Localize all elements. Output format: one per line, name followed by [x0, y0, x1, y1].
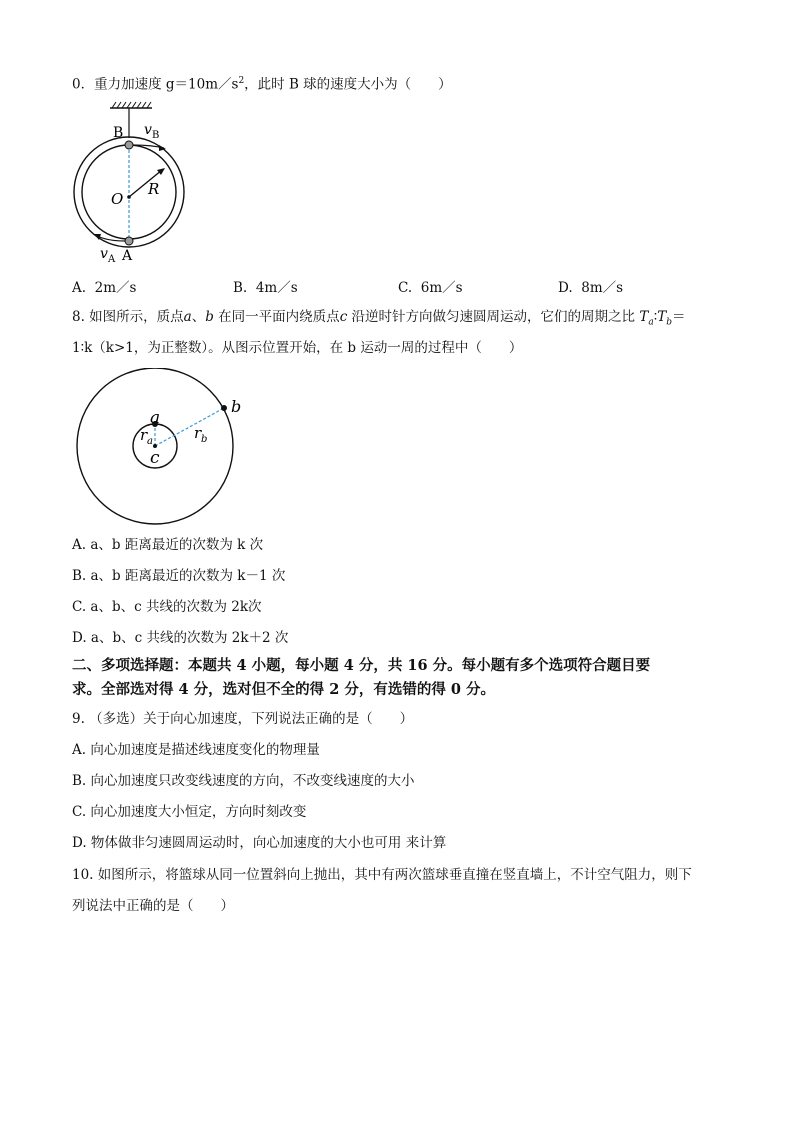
q7-label-vB-sub: B	[152, 130, 160, 141]
q7-label-vB: v	[144, 122, 152, 138]
q8-label-ra: r	[140, 426, 148, 444]
q8-label-rb-sub: b	[201, 434, 208, 445]
q8-label-a: a	[150, 408, 161, 428]
q9-option-d[interactable]: D. 物体做非匀速圆周运动时，向心加速度的大小也可用 来计算	[72, 835, 447, 851]
q7-option-d[interactable]: D. 8m／s	[558, 280, 624, 296]
q7-option-a[interactable]: A. 2m／s	[72, 280, 137, 296]
q7-ring-figure	[66, 100, 196, 270]
q8-label-c: c	[150, 448, 160, 468]
q8-option-d[interactable]: D. a、b、c 共线的次数为 2k＋2 次	[72, 630, 289, 646]
q8-stem-line2: 1∶k（k>1，为正整数）。从图示位置开始，在 b 运动一周的过程中（ ）	[72, 340, 523, 356]
q8-option-b[interactable]: B. a、b 距离最近的次数为 k－1 次	[72, 568, 286, 584]
q9-option-c[interactable]: C. 向心加速度大小恒定，方向时刻改变	[72, 804, 307, 820]
q7-option-b[interactable]: B. 4m／s	[233, 280, 298, 296]
q8-option-a[interactable]: A. a、b 距离最近的次数为 k 次	[72, 537, 264, 553]
section2-heading-line2: 求。全部选对得 4 分，选对但不全的得 2 分，有选错的得 0 分。	[72, 681, 496, 698]
q10-stem-line2: 列说法中正确的是（ ）	[72, 898, 234, 914]
q8-orbit-figure	[70, 368, 245, 528]
q9-stem: 9. （多选）关于向心加速度，下列说法正确的是（ ）	[72, 711, 414, 727]
q8-label-b: b	[231, 397, 242, 416]
q7-label-vA: v	[100, 246, 108, 262]
section2-heading-line1: 二、多项选择题：本题共 4 小题，每小题 4 分，共 16 分。每小题有多个选项符合题目要	[72, 657, 651, 674]
q9-option-a[interactable]: A. 向心加速度是描述线速度变化的物理量	[72, 742, 320, 758]
q7-label-A: A	[122, 248, 133, 264]
q7-label-vA-sub: A	[108, 254, 116, 265]
q7-label-R: R	[148, 180, 160, 198]
q8-label-ra-sub: a	[147, 436, 153, 447]
q7-label-B: B	[113, 125, 124, 141]
q7-option-c[interactable]: C. 6m／s	[398, 280, 463, 296]
q8-option-c[interactable]: C. a、b、c 共线的次数为 2k次	[72, 599, 262, 615]
q9-option-b[interactable]: B. 向心加速度只改变线速度的方向，不改变线速度的大小	[72, 773, 415, 789]
q7-label-O: O	[111, 190, 124, 208]
q10-stem-line1: 10. 如图所示，将篮球从同一位置斜向上抛出，其中有两次篮球垂直撞在竖直墙上，不计空气阻力，则下	[72, 867, 692, 883]
q8-stem-line1: 8. 如图所示，质点a、b 在同一平面内绕质点c 沿逆时针方向做匀速圆周运动，它们的周期之比 $T_a∶T_b=$	[72, 309, 686, 328]
q7-stem: 0．重力加速度 $g=10m/s^2$，此时 B 球的速度大小为（ ）	[72, 76, 452, 93]
q8-label-rb: r	[194, 424, 202, 442]
